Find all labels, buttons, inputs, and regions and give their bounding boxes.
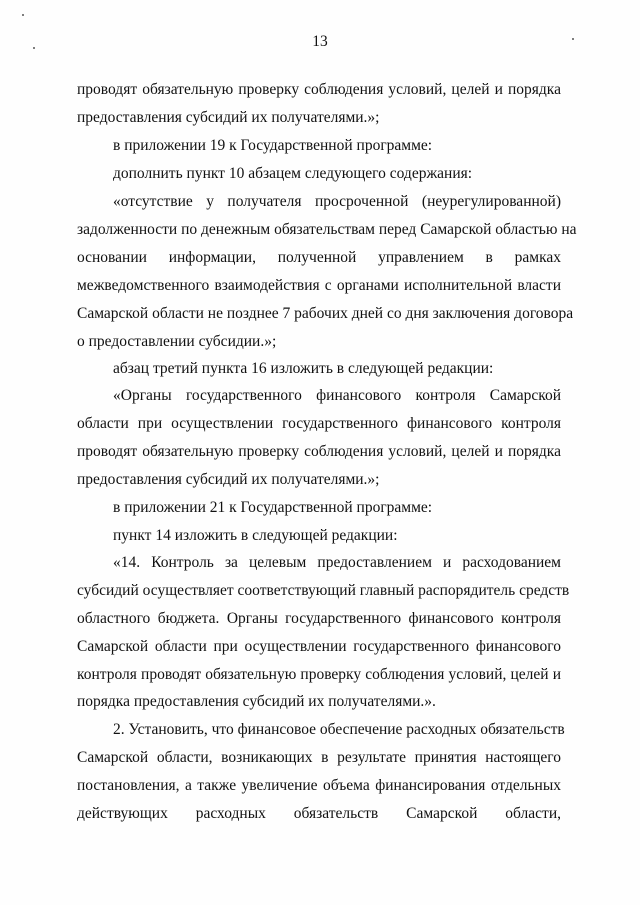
text-line: постановления, а также увеличение объема финансирования отдельных [77,777,561,794]
text-line: межведомственного взаимодействия с органами исполнительной власти [77,277,561,294]
text-line: субсидий осуществляет соответствующий главный распорядитель средств [77,582,570,599]
text-line: «Органы государственного финансового контроля Самарской [113,387,561,404]
text-line: дополнить пункт 10 абзацем следующего содержания: [113,165,473,182]
page-number: 13 [312,33,328,50]
text-line: «14. Контроль за целевым предоставлением и расходованием [113,554,561,571]
text-line: предоставления субсидий их получателями.»; [77,471,380,488]
text-line: проводят обязательную проверку соблюдения условий, целей и порядка [77,443,561,460]
text-line: проводят обязательную проверку соблюдения условий, целей и порядка [77,81,561,98]
text-line: в приложении 21 к Государственной программе: [113,499,433,516]
text-line: «отсутствие у получателя просроченной (неурегулированной) [113,193,561,210]
text-line: абзац третий пункта 16 изложить в следующей редакции: [113,360,494,377]
text-line: области при осуществлении государственного финансового контроля [77,415,561,432]
text-line: в приложении 19 к Государственной программе: [113,137,433,154]
text-line: контроля проводят обязательную проверку соблюдения условий, целей и [77,666,561,683]
text-line: Самарской области, возникающих в результате принятия настоящего [77,749,561,766]
text-line: Самарской области при осуществлении государственного финансового [77,638,561,655]
text-line: областного бюджета. Органы государственного финансового контроля [77,610,561,627]
text-line: Самарской области не позднее 7 рабочих дней со дня заключения договора [77,305,574,322]
text-line: задолженности по денежным обязательствам перед Самарской областью на [77,221,577,238]
text-line: предоставления субсидий их получателями.»; [77,109,380,126]
scan-speck [22,14,24,16]
text-line: порядка предоставления субсидий их получателями.». [77,693,436,710]
text-line: пункт 14 изложить в следующей редакции: [113,527,398,544]
text-line: 2. Установить, что финансовое обеспечение расходных обязательств [113,721,565,738]
text-line: основании информации, полученной управлением в рамках [77,249,561,266]
text-line: о предоставлении субсидии.»; [77,333,277,350]
text-line: действующих расходных обязательств Самарской области, [77,805,561,822]
